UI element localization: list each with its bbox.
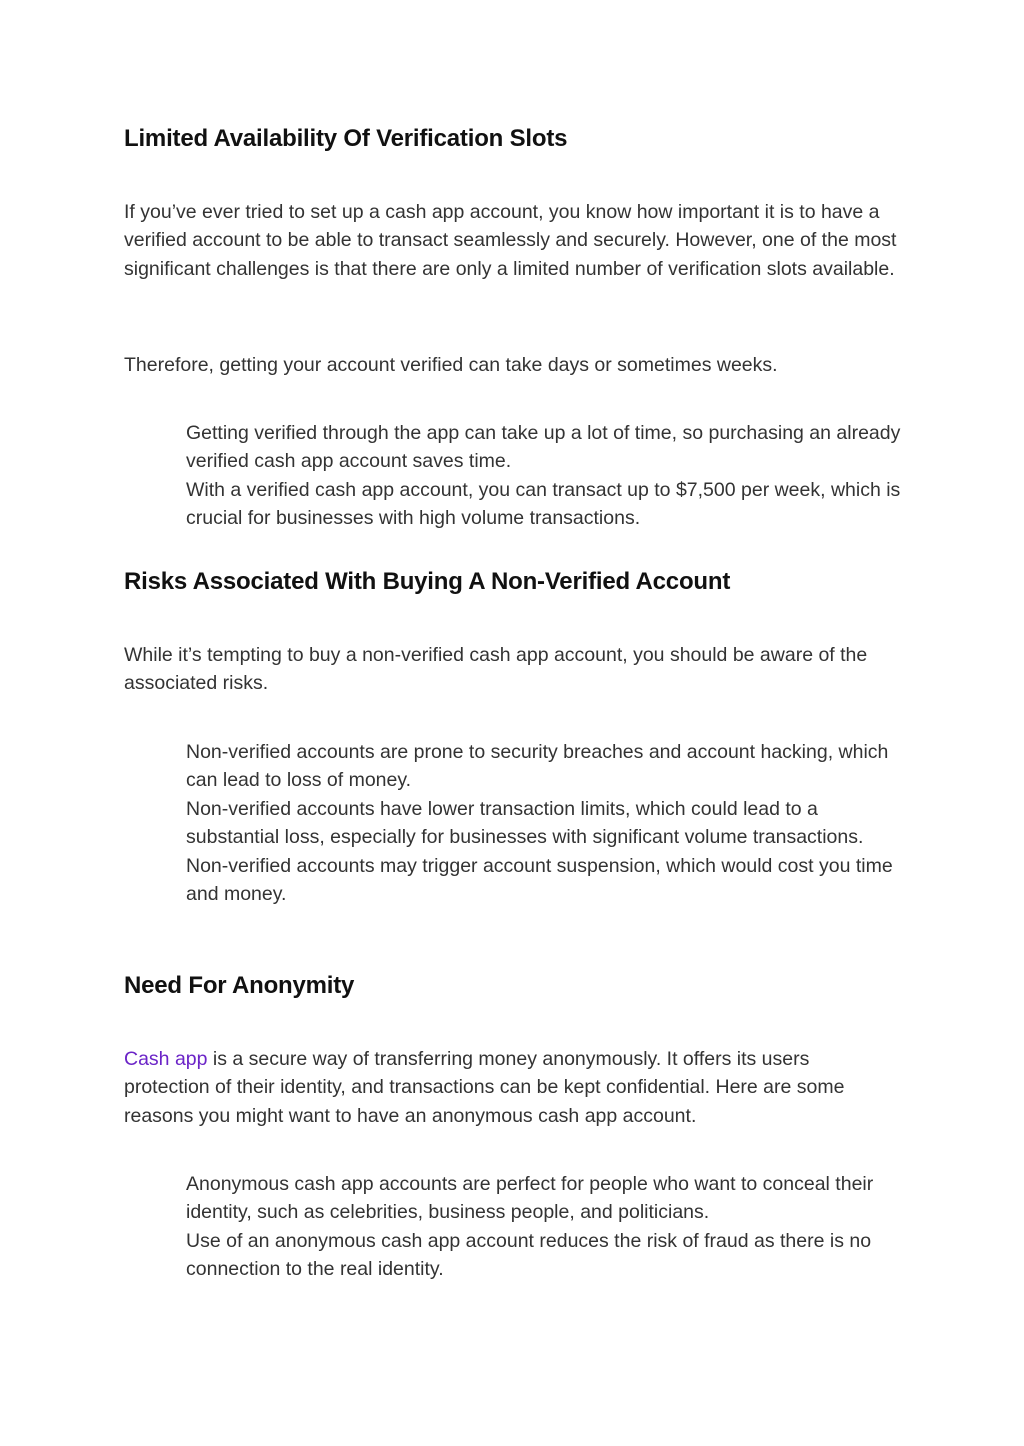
list-item: With a verified cash app account, you can transact up to $7,500 per week, which is crucial for businesses with high volume transactions.	[186, 478, 901, 530]
list-item: Getting verified through the app can take up a lot of time, so purchasing an already verified cash app account saves time.	[186, 422, 901, 473]
section-heading-verification-slots: Limited Availability Of Verification Slots	[124, 125, 568, 152]
paragraph-verification-intro: If you’ve ever tried to set up a cash app account, you know how important it is to have a verified account to be able to transact seamlessly and securely. However, one of the most significant challenges is that there are only a limited number of verification slots available.	[124, 201, 897, 280]
list-item: Anonymous cash app accounts are perfect for people who want to conceal their identity, such as celebrities, business people, and politicians.	[186, 1173, 874, 1224]
paragraph-anonymity-text: is a secure way of transferring money anonymously. It offers its users protection of their identity, and transactions can be kept confidential. Here are some reasons you might want to have an anonymous cash app account.	[124, 1048, 845, 1127]
paragraph-verification-delay: Therefore, getting your account verified can take days or sometimes weeks.	[124, 354, 778, 376]
list-item: Non-verified accounts are prone to security breaches and account hacking, which can lead to loss of money.	[186, 741, 889, 792]
section-heading-anonymity: Need For Anonymity	[124, 972, 355, 999]
paragraph-risks-intro: While it’s tempting to buy a non-verified cash app account, you should be aware of the associated risks.	[124, 644, 868, 695]
bullet-list-anonymity	[186, 1170, 902, 1284]
cash-app-link[interactable]: Cash app	[124, 1048, 208, 1070]
list-item: Non-verified accounts have lower transaction limits, which could lead to a substantial loss, especially for businesses with significant volume transactions.	[186, 797, 864, 849]
paragraph-anonymity-intro	[124, 1045, 900, 1130]
bullet-list-verification	[186, 419, 902, 533]
section-heading-non-verified-risks: Risks Associated With Buying A Non-Verified Account	[124, 568, 731, 595]
bullet-list-risks	[186, 738, 902, 908]
list-item: Use of an anonymous cash app account reduces the risk of fraud as there is no connection to the real identity.	[186, 1229, 872, 1281]
list-item: Non-verified accounts may trigger account suspension, which would cost you time and money.	[186, 854, 893, 906]
